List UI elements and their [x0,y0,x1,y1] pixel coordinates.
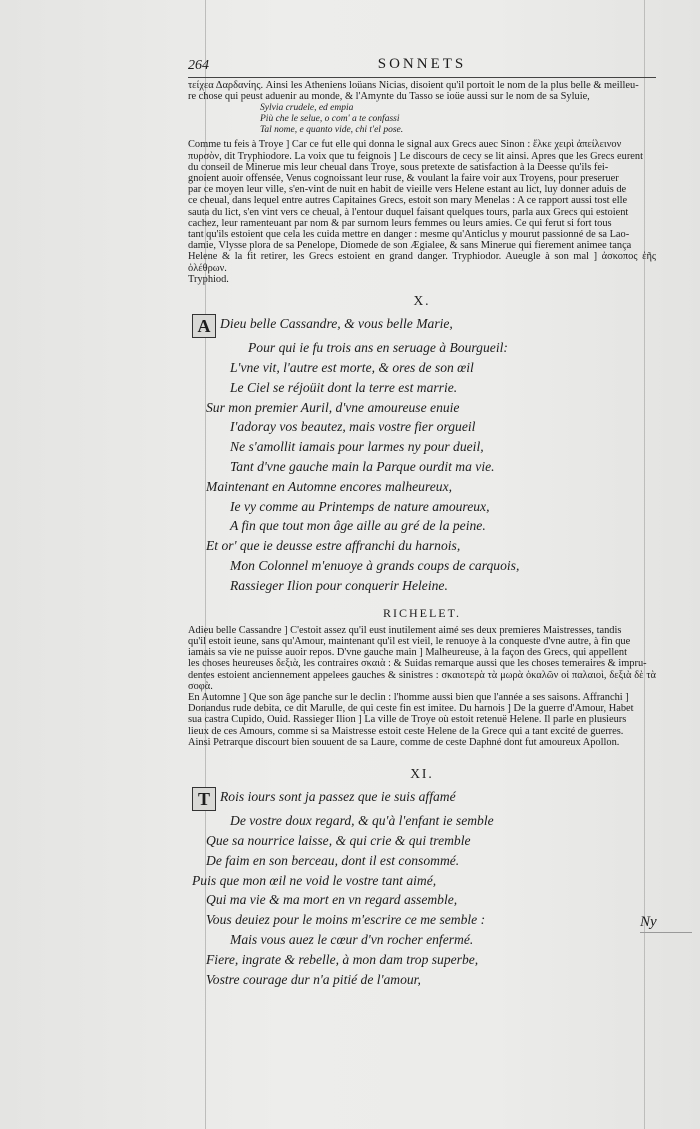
commentary-line: tant qu'ils estoient que cela les cuida mettre en danger : mesme qu'Anticlus y mourut passionné de sa Lao- [188,229,630,241]
commentary-line: Helene & la fit retirer, les Grecs estoient en grand danger. Tryphiodor. Aueugle à son mal ] ἀσκοπος ἑῆς ὀλέθρων. [188,251,656,274]
commentary-troye [188,139,656,285]
header-rule [188,77,656,78]
verse-line: I'adoray vos beautez, mais vostre fier orgueil [230,419,476,435]
commentary-line: du conseil de Minerue mis leur cheual dans Troye, sous pretexte de satisfaction à la Deesse qu'ils fei- [188,161,609,173]
commentary-line: damie, Vlysse plora de sa Penelope, Diomede de son Ægialee, & sans Minerue qui fierement animee tança [188,240,632,252]
italian-quotation [260,103,656,136]
quote-line: Sylvia crudele, ed empia [260,103,354,114]
running-head [188,58,656,80]
commentary-line: iamais sa vie ne puisse auoir repos. D'vne gauche main ] Malheureuse, à la façon des Grecs, qui appellent [188,647,627,659]
verse-line: Tant d'vne gauche main la Parque ourdit ma vie. [230,459,495,475]
verse-line [188,787,656,811]
sonnet-xi [188,787,656,989]
quote-line: Più che le selue, o com' a te confassi [260,114,400,125]
page-number: 264 [188,58,209,73]
commentary-line: re chose qui peust aduenir au monde, & l'Amynte du Tasso se ioüe aussi sur le nom de sa Syluie, [188,91,590,103]
verse-line: Mais vous auez le cœur d'vn rocher enfermé. [230,932,474,948]
sonnet-x-number: X. [413,293,431,309]
verse-line [188,314,656,338]
commentary-line: Tryphiod. [188,273,229,285]
commentary-line: Donandus rude debita, ce dit Marulle, de qui ceste fin est imitee. Du harnois ] De la guerre d'Amour, Habet [188,703,634,715]
sonnet-x [188,314,656,595]
quote-line: Tal nome, e quanto vide, chi t'el pose. [260,125,404,136]
commentary-line: En Automne ] Que son âge panche sur le declin : l'homme aussi bien que l'année a ses saisons. Affranchi ] [188,692,629,704]
verse-line: De faim en son berceau, dont il est consommé. [206,852,460,868]
commentary-line: gnoient auoir offensée, Venus cognoissant leur ruse, & voulant la faire voir aux Troyens, pour preseruer [188,173,619,185]
verse-line: Vostre courage dur n'a pitié de l'amour, [206,971,421,987]
commentary-line: Adieu belle Cassandre ] C'estoit assez qu'il eust inutilement aimé ses deux premieres Maistresses, tandis [188,624,622,636]
verse-line: Le Ciel se réjoüit dont la terre est marrie. [230,379,458,395]
verse-text: Dieu belle Cassandre, & vous belle Marie, [220,316,453,332]
verse-line: Vous deuiez pour le moins m'escrire ce me semble : [206,912,486,928]
verse-line: Ie vy comme au Printemps de nature amoureux, [230,498,490,514]
commentary-line: dentes estoient anciennement appelees gauches & sinistres : σκαιοτερὰ τὰ μωρὰ ὁκαλῶν οἱ παλαιοὶ, δεξιὰ δὲ τὰ σοφὰ. [188,669,656,692]
text-block [188,58,656,989]
commentary-line: les choses heureuses δεξιὰ, les contraires σκαιὰ : & Suidas remarque aussi que les choses temeraires & impru- [188,658,647,670]
commentary-line: sauta du lict, s'en vint vers ce cheual, à l'entour duquel faisant quelques tours, parla aux Grecs qui estoient [188,206,629,218]
commentary-line: par ce moyen leur ville, s'en-vint de nuit en habit de vieille vers Helene estant au lict, luy donner aduis de [188,184,627,196]
verse-line: Sur mon premier Auril, d'vne amoureuse enuie [206,399,460,415]
verse-line: L'vne vit, l'autre est morte, & ores de son œil [230,360,474,376]
verse-line: Rassieger Ilion pour conquerir Heleine. [230,577,448,593]
catchword-rule [640,932,692,933]
commentary-top [188,80,656,102]
verse-line: Et or' que ie deusse estre affranchi du harnois, [206,538,461,554]
drop-cap: A [192,314,216,338]
richelet-commentary [188,625,656,748]
commentary-line: lieux de ces Amours, comme si sa Maistresse estoit ceste Helene de la Grece qui a tant excité de guerres. [188,725,624,737]
commentary-line: ce cheual, dans lequel entre autres Capitaines Grecs, estoit son mary Menelas : A ce rapport aussi tost elle [188,195,628,207]
verse-line: Puis que mon œil ne void le vostre tant aimé, [192,872,437,888]
commentary-line: Ainsi Petrarque discourt bien souuent de sa Laure, comme de ceste Daphné dont fut amoureux Apollon. [188,736,620,748]
verse-line: A fin que tout mon âge aille au gré de la peine. [230,518,486,534]
commentary-line: sua castra Cupido, Ouid. Rassieger Ilion ] La ville de Troye où estoit retenuë Helene. Il parle en plusieurs [188,714,627,726]
verse-text: Rois iours sont ja passez que ie suis affamé [220,789,456,805]
commentary-line: τείχεα Δαρδανίης. Ainsi les Atheniens loüans Nicias, disoient qu'il portoit le nom de la plus belle & meilleu- [188,80,639,91]
verse-line: De vostre doux regard, & qu'à l'enfant ie semble [230,813,494,829]
verse-line: Qui ma vie & ma mort en vn regard assemble, [206,892,458,908]
drop-cap: T [192,787,216,811]
commentary-line: cachez, leur ramenteuant par nom & par surnom leurs femmes ou leurs amies. Ce qui ferut si fort tous [188,217,612,229]
commentary-line: πυρσὸν, dit Tryphiodore. La voix que tu feignois ] Le discours de cecy se lit ainsi. Apres que les Grecs eurent [188,150,643,162]
running-title: SONNETS [377,56,467,72]
commentary-line: qu'il estoit ieune, sans qu'Amour, maintenant qu'il est vieil, le renuoye à la conqueste d'vne autre, à fin que [188,636,631,648]
verse-line: Ne s'amollit iamais pour larmes ny pour dueil, [230,439,484,455]
commentary-line: Comme tu feis à Troye ] Car ce fut elle qui donna le signal aux Grecs auec Sinon : ἕλκε χειρὶ ἀπείλεινον [188,139,622,151]
catchword: Ny [640,914,657,930]
verse-line: Mon Colonnel m'enuoye à grands coups de carquois, [230,558,520,574]
verse-line: Que sa nourrice laisse, & qui crie & qui tremble [206,833,471,849]
richelet-heading: RICHELET. [382,605,462,620]
sonnet-xi-number: XI. [410,766,434,782]
verse-line: Pour qui ie fu trois ans en seruage à Bourgueil: [248,340,508,356]
verse-line: Fiere, ingrate & rebelle, à mon dam trop superbe, [206,951,479,967]
verse-line: Maintenant en Automne encores malheureux, [206,478,453,494]
